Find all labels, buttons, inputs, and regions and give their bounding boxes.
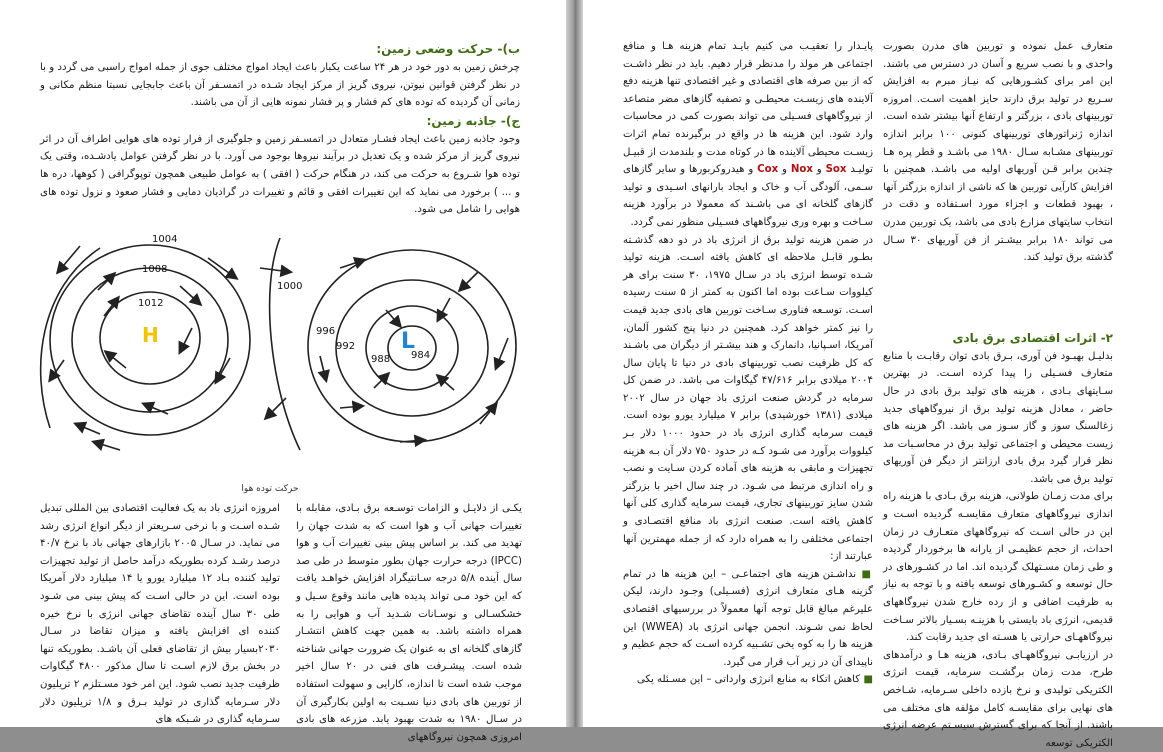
cox-label: Cox [757,164,779,176]
bullet-import-reliance: ■ کاهش اتکاء به منابع انرژی وارداتی – این مسـئله یکی [636,674,873,686]
cost-reduction-paragraph: در ضمن هزینه تولید برق از انرژی باد در دو دهه گذشـته بطـور قابـل ملاحظه ای کاهش یافته اسـت. هزینه تولید شـده توسط انرژی باد در سـال ۱۹۷۵، ۳۰ سنت برای هر کیلووات سـاعت بوده اما اکنون به کمتر از ۵ سنت رسیده اسـت. توسـعه فناوری سـاخت توربین های بادی جدید قیمت را نیز کمتر خواهد کرد. همچنین در دنیا پنج کشور آلمان، آمریکا، اسـپانیا، دانمارک و هند بیشـتر از دیگران می باشـند که کل ظرفیت نصب توربینهای بادی در دنیا تا پایان سال ۲۰۰۴ میلادی برابر ۴۷/۶۱۶ گیگاوات می باشد. در ضمن کل سرمایه در گردش صنعت انرژی باد جهان در سال ۲۰۰۲ میلادی (۱۳۸۱ خورشیدی) برابر ۷ میلیارد یورو بوده است. قیمت سرمایه گذاری انرژی باد در حدود ۱۰۰۰ دلار بـر کیلووات برآورد می شـود کـه در حدود ۷۵۰ دلار آن بـه هزینه تجهیزات و مابقی به هزینه های آماده کردن سـایت و نصب و راه اندازی مرتبط می شـود. در چند سال اخیر با بزرگتر شدن سایز توربینهای تجاری، قیمت سرمایه گذاری کلی آنها کاهش یافته است. صنعت انرژی باد منافع اقتصـادی و اجتماعی مختلفی را به همراه دارد که از جمله مهمترین آنها عبارتند از: [623,234,874,563]
bullet-social-costs-text: نداشـتن هزینه های اجتماعـی – این هزینه ها در تمام گزینه هـای متعارف انرژی (فسـیلی) وجـود دارند، لیکن علیرغم مبالغ قابل توجه آنها معمولاً در بررسیهای اقتصادی لحاظ نمی شـوند. انجمن جهانی انرژی باد (WWEA) این هزینه ها را به کوه یخی تشـبیه کرده اسـت که حجم عظیم و ناپیدای آن در زیر آب قرار می گیرد. [623,568,873,668]
sox-label: Sox [825,164,847,176]
economics-paragraph-3: در ارزیابـی نیروگاههـای بـادی، هزینه هـا و درآمدهای طرح، مدت زمان برگشـت سرمایه، قیمت انرژی الکتریکی تولیدی و نرخ بازده داخلی سـرمایه، شـاخص های نهایی برای مقایسـه کامل مؤلفه های مختلف می باشند. از آنجا که برای گسترش سیسـتم عرضه انرژی الکتریکی توسعه [883,649,1113,749]
bottom-left-column [40,500,280,727]
label-988: 988 [371,354,391,365]
section-b-body: چرخش زمین به دور خود در هر ۲۴ ساعت یکبار باعث ایجاد امواج مختلف جوی از جمله امواج راسبی می گردد و با در نظر گرفتن قوانین نیوتن، نیروی گریز از مرکز ایجاد شـده در اتمسـفر آن باعث جابجایی نسبتا منظم مکانی و زمانی آن گردیده که توده های کم فشار و پر فشار نمونه هایی از آن می باشند. [40,62,520,109]
high-pressure-label: H [142,323,159,347]
left-column [623,38,873,727]
bullet-import-reliance-text: کاهش اتکاء به منابع انرژی وارداتی – این مسـئله یکی [636,674,861,686]
diagram-caption: حرکت توده هوا [241,484,299,494]
section-b-heading: ب)- حرکت وضعی زمین: [376,42,520,56]
bullet-social-costs: ■ نداشـتن هزینه های اجتماعـی – این هزینه ها در تمام گزینه هـای متعارف انرژی (فسـیلی) وجـود دارند، لیکن علیرغم مبالغ قابل توجه آنها معمولاً در بررسیهای اقتصادی لحاظ نمی شـوند. انجمن جهانی انرژی باد (WWEA) این هزینه ها را به کوه یخی تشـبیه کرده اسـت که حجم عظیم و ناپیدای آن در زیر آب قرار می گیرد. [623,568,873,668]
right-page [583,0,1163,749]
low-pressure-label: L [401,329,416,354]
wind-market-paragraph: امروزه انرژی باد به یک فعالیت اقتصادی بین المللی تبدیل شـده اسـت و با نرخی سـریعتر از دیگر انواع انرژی رشد می نماید. در سـال ۲۰۰۵ بازارهای جهانی باد با نرخ ۴۰/۷ درصد رشـد کرده بطوریکه درآمد حاصل از تولید تجهیزات تولید کننده بـاد ۱۲ میلیارد یورو یا ۱۴ میلیارد دلار آمریکا بوده است. این در حالی اسـت که پیش بینی می شـود طی ۳۰ سال آینده تقاضای جهانی انرژی با نرخ خیره کننده ای افزایش یافته و میزان تقاضا در سـال ۲۰۳۰بسیار بیش از تقاضای فعلی آن باشـد. بطوریکه تنها در بخش برق لازم اسـت تا سال مذکور ۴۸۰۰ گیگاوات ظرفیت جدید نصب شود. این امر خود مسـتلزم ۲ تریلیون دلار سـرمایه گذاری در تولید بـرق و ۱/۸ تریلیون دلار سـرمایه گذاری در شـبکه های [40,503,281,726]
wind-climate-paragraph: یکـی از دلایـل و الزامات توسـعه برق بـادی، مقابله با تغییرات جهانی آب و هوا است که به شدت جهان را تهدید می کند. بر اساس پیش بینی تغییرات آب و هوا (IPCC) درجه حرارت جهان بطور متوسط در طی صد سال آینده ۵/۸ درجه سـانتیگراد افزایش خواهـد یافت که این خود مـی تواند پدیده هایی مانند وقوع سـیل و خشکسـالی و نوسـانات شـدید آب و هوایی را به همراه داشته باشد. به همین جهت کاهش انتشـار گازهای گلخانه ای به عنوان یک ضرورت جهانی شناخته شده است. پیشـرفت های فنی در ۲۰ سال اخیر موجب شده است تا اندازه، کارایی و سهولت استفاده از توربین های بادی دنیا نسـبت به اولین بکارگیری آن در سـال ۱۹۸۰ به شدت بهبود یابد. مزرعه های بادی امروزی همچون نیروگاههای [296,503,522,743]
and-2: و [782,164,787,176]
label-996: 996 [316,326,336,337]
left-page [0,0,566,743]
economics-paragraph-1: بدلیـل بهبـود فن آوری، بـرق بادی توان رقابـت با منابع متعارف فسـیلی را پیدا کرده اسـت. در بهترین سـایتهای بـادی ، هزینه های تولید برق بادی در حال حاضر ، معادل هزینه تولید برق از نیروگاههای جدید زغالسنگ سوز و گاز سـوز می باشد. اگر هزینه های زیست محیطی و اجتماعی تولید برق در محاسـبات مد نظر قرار گیرد برق بادی ارزانتر از دیگر فن آوریهای تولید برق می باشد. [883,350,1113,485]
air-mass-diagram [40,228,524,464]
label-1000: 1000 [277,281,303,292]
bottom-right-column [296,500,522,743]
label-1004: 1004 [152,234,178,245]
economics-paragraph-2: برای مدت زمـان طولانی، هزینه برق بـادی با هزینه راه اندازی نیروگاههای متعارف مقایسـه گردیده اسـت و این در حالی اسـت که نیروگاههای متعـارف در زمان احداث، از حجم عظیمـی از یارانه ها برخوردار گردیده و طی زمان مسـتهلک گردیده اند. اما در کشـورهای در حال توسعه و کشـورهای توسعه یافته و با توجه به نیاز به ظرفیت اضافی و از رده خارج شدن نیروگاههای قدیمی، انرژی باد بایستی با هزینـه بسـیار بالاتر سـاخت نیروگاههـای حرارتی یا هسـته ای جدید رقابت کند. [883,491,1113,644]
section-c-body: وجود جاذبه زمین باعث ایجاد فشـار متعادل در اتمسـفر زمین و جلوگیری از فرار توده های هوایی اطراف آن در اثر نیروی گریز از مرکز شده و یک تعدیل در برآیند نیروها بوجود می آورد. با در نظر گرفتن عوامل یادشـده، وقتی یک توده هوا شـروع به حرکت می کند، در هنگام حرکت ( افقی ) به عوامل طبیعی همچون توپوگرافی ( کوهها، دره ها و ... ) برخورد می نماید که این تغییرات افقی و قائم و تغییرات در گرادیان دمایی و فشار صعود و نزول توده های هوایی را شامل می شود. [40,133,520,216]
left-top-text [40,40,520,220]
label-1008: 1008 [142,264,168,275]
label-984: 984 [411,350,431,361]
and-1: و [816,164,822,176]
costs-text-2: و هیدروکربورها و سایر گازهای سـمی، آلودگی آب و خاک و ایجاد بارانهای اسـیدی و تولید گازهای گلخانه ای می باشـند که معمولا در برآورد هزینه سـاخت و بهره وری نیروگاههای فسـیلی منظور نمی گردد. [623,164,873,228]
label-1012: 1012 [138,298,164,309]
book-spine [566,0,583,727]
nox-label: Nox [790,164,813,176]
section-c-heading: ج)- جاذبه زمین: [426,113,520,128]
right-column [883,38,1113,749]
costs-text-1: پایـدار را تعقیـب می کنیم بایـد تمام هزینه هـا و منافع اجتماعی هر مولد را مدنظر قرار دهیم. باید در نظر داشـت که از بین صرفه های اقتصادی و غیر اقتصادی تنها هزینه دفع آلاینده های زیسـت محیطـی و تصفیه گازهای مضر متصاعد از نیروگاههای فسـیلی می تواند بصورت کمی در محاسبات وارد شود. این هزینه ها در واقع در برگیرنده تمام اثرات زیسـت محیطی آلاینده ها در کوتاه مدت و بلندمدت از قبیـل تولیـد [623,41,873,176]
section-2-heading: ۲- اثرات اقتصادی برق بادی [952,330,1113,345]
label-992: 992 [336,341,356,352]
costs-paragraph [623,38,873,232]
wind-arrows [50,246,508,450]
turbine-size-paragraph: متعارف عمل نموده و توربین های مدرن بصورت واحدی و با نصب سریع و آسان در دسترس می باشند. این امر برای کشـورهایی که نیـاز مبرم به افزایش سـریع در تولید برق دارند حایز اهمیت اسـت. امروزه توربینهای بادی ، بزرگتر و ارتفاع آنها بیشتر شده است. اندازه ژنراتورهای توربینهای کنونی ۱۰۰ برابر اندازه توربینهای مشـابه سـال ۱۹۸۰ می باشـد و قطر پره هـا چندین برابر قـن آوریهای اولیه می باشـد. همچنین با افزایش کارآیی توربین ها که ناشی از اندازه بزرگتر آنها ، بهبود قطعات و اجزاء مورد اسـتفاده و دقت در انتخاب سایتهای مزارع بادی می باشد، یک توربین مدرن می تواند ۱۸۰ برابر بیشـتر از فن آوریهای ۳۰ سـال گذشته برق تولید کند. [883,41,1113,264]
